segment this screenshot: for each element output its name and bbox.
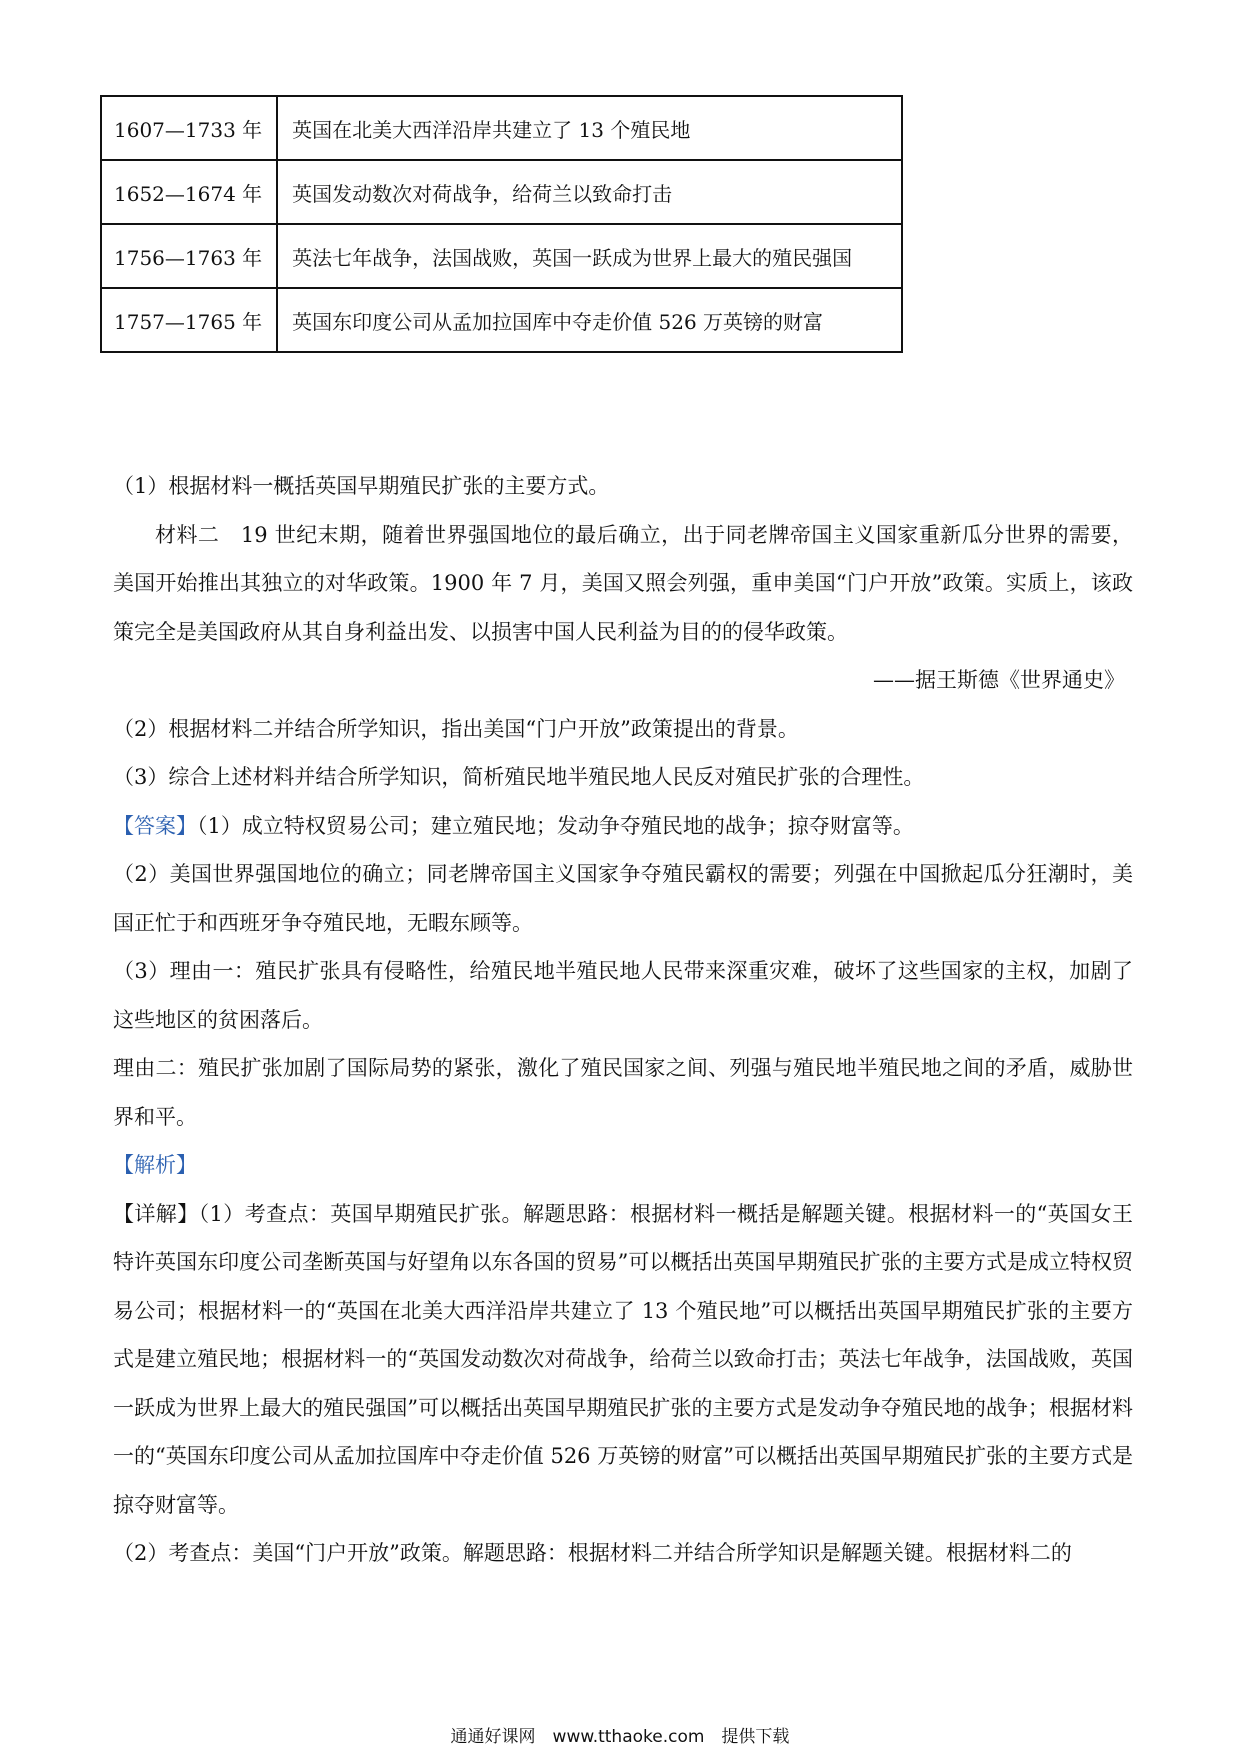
event-cell: 英国东印度公司从孟加拉国库中夺走价值 526 万英镑的财富 — [277, 288, 902, 352]
answer-3-reason-2: 理由二：殖民扩张加剧了国际局势的紧张，激化了殖民国家之间、列强与殖民地半殖民地之间的矛盾，威胁世界和平。 — [113, 1056, 1133, 1129]
event-cell: 英国在北美大西洋沿岸共建立了 13 个殖民地 — [277, 96, 902, 160]
answer-2: （2）美国世界强国地位的确立；同老牌帝国主义国家争夺殖民霸权的需要；列强在中国掀起瓜分狂潮时，美国正忙于和西班牙争夺殖民地，无暇东顾等。 — [113, 862, 1133, 935]
analysis-detail-1 — [113, 1190, 1133, 1530]
analysis-heading — [113, 1141, 1133, 1190]
table-row — [101, 224, 902, 288]
timeline-table — [100, 95, 903, 353]
event-cell: 英国发动数次对荷战争，给荷兰以致命打击 — [277, 160, 902, 224]
answer-1-text: （1）成立特权贸易公司；建立殖民地；发动争夺殖民地的战争；掠夺财富等。 — [197, 813, 914, 838]
year-cell: 1652—1674 年 — [101, 160, 277, 224]
year-cell: 1757—1765 年 — [101, 288, 277, 352]
year-cell: 1756—1763 年 — [101, 224, 277, 288]
material-2-source: ——据王斯德《世界通史》 — [873, 668, 1125, 692]
table-row — [101, 160, 902, 224]
answer-3-reason-1: （3）理由一：殖民扩张具有侵略性，给殖民地半殖民地人民带来深重灾难，破坏了这些国家的主权，加剧了这些地区的贫困落后。 — [113, 959, 1133, 1032]
table-row — [101, 288, 902, 352]
detail-1-text: （1）考查点：英国早期殖民扩张。解题思路：根据材料一概括是解题关键。根据材料一的“英国女王特许英国东印度公司垄断英国与好望角以东各国的贸易”可以概括出英国早期殖民扩张的主要方式是成立特权贸易公司；根据材料一的“英国在北美大西洋沿岸共建立了 13 个殖民地”可以概括出英国早期殖民扩张的主要方式是建立殖民地；根据材料一的“英国发动数次对荷战争，给荷兰以致命打击；英法七年战争，法国战败，英国一跃成为世界上最大的殖民强国”可以概括出英国早期殖民扩张的主要方式是发动争夺殖民地的战争；根据材料一的“英国东印度公司从孟加拉国库中夺走价值 526 万英镑的财富”可以概括出英国早期殖民扩张的主要方式是掠夺财富等。 — [113, 1201, 1134, 1517]
question-3: （3）综合上述材料并结合所学知识，简析殖民地半殖民地人民反对殖民扩张的合理性。 — [113, 765, 925, 789]
table-row — [101, 96, 902, 160]
analysis-detail-2: （2）考查点：美国“门户开放”政策。解题思路：根据材料二并结合所学知识是解题关键。根据材料二的 — [113, 1541, 1072, 1565]
year-cell: 1607—1733 年 — [101, 96, 277, 160]
question-2: （2）根据材料二并结合所学知识，指出美国“门户开放”政策提出的背景。 — [113, 716, 799, 741]
answer-1 — [113, 802, 1133, 851]
answer-tag: 【答案】 — [113, 813, 197, 838]
material-2-text: 材料二 19 世纪末期，随着世界强国地位的最后确立，出于同老牌帝国主义国家重新瓜分世界的需要，美国开始推出其独立的对华政策。1900 年 7 月，美国又照会列强，重申美国“门户开放”政策。实质上，该政策完全是美国政府从其自身利益出发、以损害中国人民利益为目的的侵华政策。 — [113, 522, 1133, 644]
page-footer: 通通好课网 www.tthaoke.com 提供下载 — [450, 1727, 790, 1747]
event-cell: 英法七年战争，法国战败，英国一跃成为世界上最大的殖民强国 — [277, 224, 902, 288]
analysis-tag: 【解析】 — [113, 1153, 197, 1177]
question-body — [113, 462, 1133, 1578]
detail-tag: 【详解】 — [113, 1201, 199, 1226]
question-1: （1）根据材料一概括英国早期殖民扩张的主要方式。 — [113, 474, 610, 498]
